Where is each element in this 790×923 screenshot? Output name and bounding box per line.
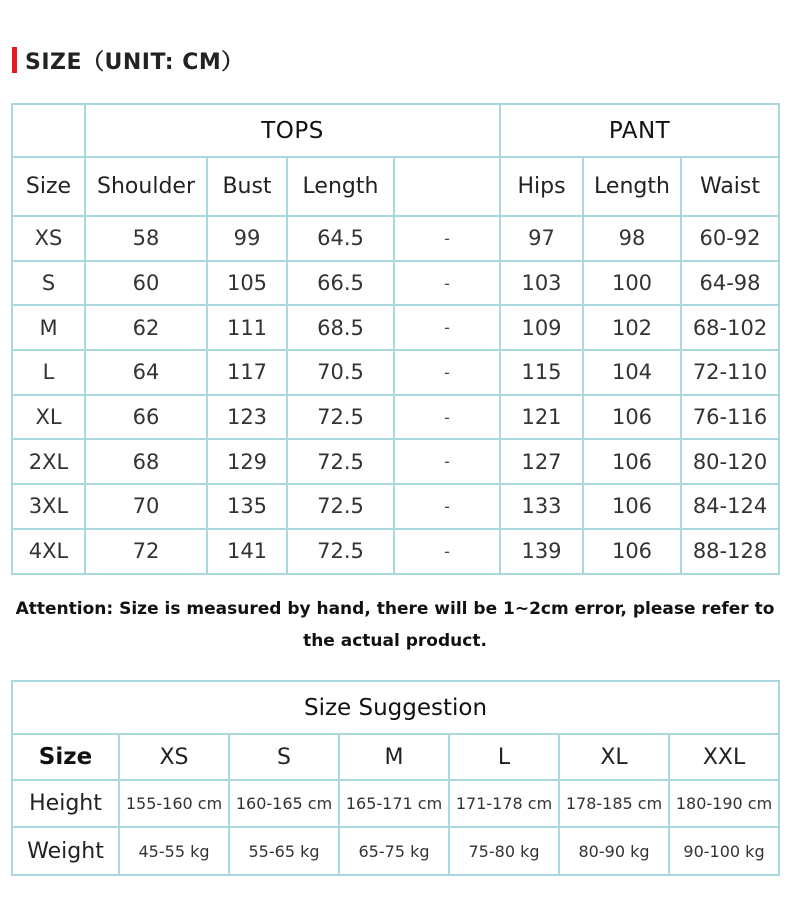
measurement-cell: 72.5 (287, 395, 394, 440)
measurement-cell: 60 (85, 261, 207, 306)
measurement-cell: 64-98 (681, 261, 779, 306)
height-row-label: Height (12, 780, 119, 827)
suggestion-title-row (12, 681, 779, 734)
size-label-cell: M (12, 305, 85, 350)
weight-cell: 45-55 kg (119, 827, 229, 875)
measurement-cell: 58 (85, 216, 207, 261)
size-label-cell: XL (12, 395, 85, 440)
measurement-cell: 106 (583, 484, 681, 529)
attention-note (0, 593, 790, 657)
measurement-cell: 102 (583, 305, 681, 350)
weight-cell: 55-65 kg (229, 827, 339, 875)
column-header: Shoulder (85, 157, 207, 216)
size-cell: XL (559, 734, 669, 780)
measurement-cell: - (394, 395, 500, 440)
measurement-cell: - (394, 439, 500, 484)
measurement-cell: 68 (85, 439, 207, 484)
height-cell: 165-171 cm (339, 780, 449, 827)
pant-group-header: PANT (500, 104, 779, 157)
measurement-cell: 72-110 (681, 350, 779, 395)
height-cell: 171-178 cm (449, 780, 559, 827)
height-cell: 178-185 cm (559, 780, 669, 827)
measurement-cell: 111 (207, 305, 287, 350)
measurement-cell: 80-120 (681, 439, 779, 484)
measurement-cell: - (394, 484, 500, 529)
size-chart-table (11, 103, 780, 575)
size-row-label: Size (12, 734, 119, 780)
measurement-cell: 70.5 (287, 350, 394, 395)
column-header: Length (583, 157, 681, 216)
suggestion-size-row (12, 734, 779, 780)
size-row (12, 529, 779, 574)
size-cell: XXL (669, 734, 779, 780)
measurement-cell: 76-116 (681, 395, 779, 440)
size-row (12, 484, 779, 529)
column-header: Size (12, 157, 85, 216)
measurement-cell: - (394, 529, 500, 574)
measurement-cell: - (394, 350, 500, 395)
size-row (12, 305, 779, 350)
column-header-row (12, 157, 779, 216)
measurement-cell: 135 (207, 484, 287, 529)
measurement-cell: 84-124 (681, 484, 779, 529)
heading-accent-bar (12, 47, 17, 73)
measurement-cell: 129 (207, 439, 287, 484)
measurement-cell: 97 (500, 216, 583, 261)
measurement-cell: 72.5 (287, 439, 394, 484)
measurement-cell: 115 (500, 350, 583, 395)
suggestion-weight-row (12, 827, 779, 875)
size-heading (12, 46, 244, 74)
size-label-cell: S (12, 261, 85, 306)
measurement-cell: 72 (85, 529, 207, 574)
attention-line: the actual product. (303, 631, 487, 651)
attention-line: Attention: Size is measured by hand, there will be 1~2cm error, please refer to (15, 599, 775, 619)
size-suggestion-table (11, 680, 780, 876)
suggestion-height-row (12, 780, 779, 827)
measurement-cell: 68.5 (287, 305, 394, 350)
measurement-cell: 70 (85, 484, 207, 529)
measurement-cell: - (394, 216, 500, 261)
measurement-cell: 72.5 (287, 529, 394, 574)
measurement-cell: 109 (500, 305, 583, 350)
measurement-cell: 103 (500, 261, 583, 306)
size-chart-body (12, 216, 779, 574)
size-row (12, 350, 779, 395)
suggestion-title: Size Suggestion (12, 681, 779, 734)
measurement-cell: 127 (500, 439, 583, 484)
size-cell: S (229, 734, 339, 780)
measurement-cell: 64.5 (287, 216, 394, 261)
measurement-cell: 68-102 (681, 305, 779, 350)
measurement-cell: 106 (583, 529, 681, 574)
measurement-cell: 104 (583, 350, 681, 395)
corner-cell (12, 104, 85, 157)
measurement-cell: 117 (207, 350, 287, 395)
size-row (12, 216, 779, 261)
size-cell: M (339, 734, 449, 780)
measurement-cell: 139 (500, 529, 583, 574)
column-header: Hips (500, 157, 583, 216)
measurement-cell: 62 (85, 305, 207, 350)
measurement-cell: 72.5 (287, 484, 394, 529)
measurement-cell: 98 (583, 216, 681, 261)
measurement-cell: - (394, 261, 500, 306)
measurement-cell: 64 (85, 350, 207, 395)
size-cell: L (449, 734, 559, 780)
size-label-cell: L (12, 350, 85, 395)
size-row (12, 439, 779, 484)
measurement-cell: 60-92 (681, 216, 779, 261)
column-header (394, 157, 500, 216)
measurement-cell: 123 (207, 395, 287, 440)
size-cell: XS (119, 734, 229, 780)
group-header-row (12, 104, 779, 157)
measurement-cell: 121 (500, 395, 583, 440)
height-cell: 155-160 cm (119, 780, 229, 827)
heading-text: SIZE（UNIT: CM） (25, 49, 244, 75)
tops-group-header: TOPS (85, 104, 500, 157)
size-row (12, 261, 779, 306)
measurement-cell: 141 (207, 529, 287, 574)
weight-cell: 75-80 kg (449, 827, 559, 875)
size-row (12, 395, 779, 440)
height-cell: 180-190 cm (669, 780, 779, 827)
measurement-cell: 66.5 (287, 261, 394, 306)
size-label-cell: 4XL (12, 529, 85, 574)
measurement-cell: 99 (207, 216, 287, 261)
measurement-cell: 105 (207, 261, 287, 306)
measurement-cell: - (394, 305, 500, 350)
weight-row-label: Weight (12, 827, 119, 875)
height-cell: 160-165 cm (229, 780, 339, 827)
size-label-cell: 3XL (12, 484, 85, 529)
column-header: Bust (207, 157, 287, 216)
measurement-cell: 133 (500, 484, 583, 529)
measurement-cell: 100 (583, 261, 681, 306)
weight-cell: 90-100 kg (669, 827, 779, 875)
column-header: Waist (681, 157, 779, 216)
measurement-cell: 88-128 (681, 529, 779, 574)
weight-cell: 65-75 kg (339, 827, 449, 875)
measurement-cell: 106 (583, 395, 681, 440)
measurement-cell: 106 (583, 439, 681, 484)
size-label-cell: 2XL (12, 439, 85, 484)
weight-cell: 80-90 kg (559, 827, 669, 875)
column-header: Length (287, 157, 394, 216)
size-label-cell: XS (12, 216, 85, 261)
measurement-cell: 66 (85, 395, 207, 440)
